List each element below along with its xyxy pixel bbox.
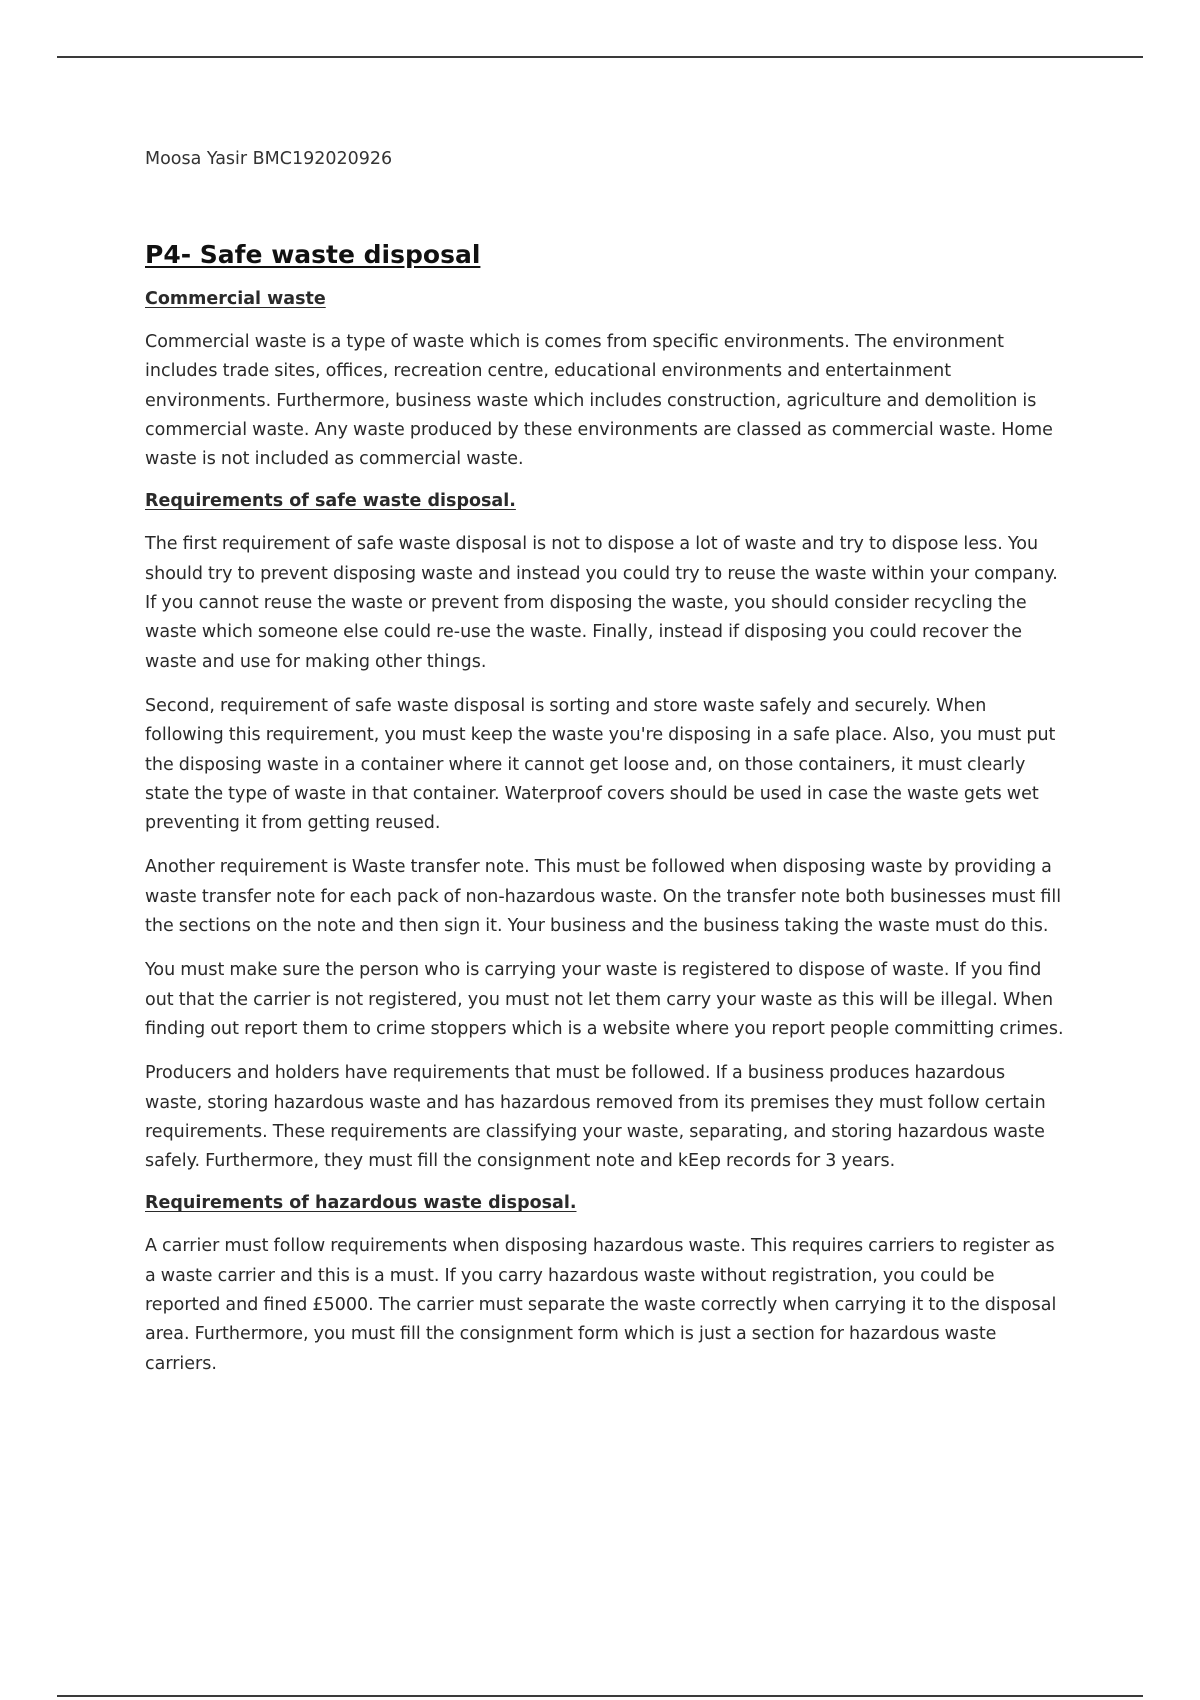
author-line: Moosa Yasir BMC192020926 — [145, 149, 393, 169]
paragraph: Another requirement is Waste transfer note. This must be followed when disposing waste by providing a waste transfer note for each pack of non-hazardous waste. On the transfer note both businesses must fill the sections on the note and then sign it. Your business and the business taking the waste must do this. — [145, 857, 1062, 937]
paragraph: Commercial waste is a type of waste which is comes from specific environments. The environment includes trade sites, offices, recreation centre, educational environments and entertainment environments. Furthermore, business waste which includes construction, agriculture and demolition is commercial waste. Any waste produced by these environments are classed as commercial waste. Home waste is not included as commercial waste. — [145, 332, 1053, 470]
footer-rule — [57, 1695, 1143, 1697]
document-title: P4- Safe waste disposal — [145, 240, 481, 269]
section-hazardous-waste-requirements — [145, 1191, 1065, 1378]
paragraph: Producers and holders have requirements that must be followed. If a business produces hazardous waste, storing hazardous waste and has hazardous removed from its premises they must follow certain requirements. These requirements are classifying your waste, separating, and storing hazardous waste safely. Furthermore, they must fill the consignment note and kEep records for 3 years. — [145, 1063, 1046, 1172]
section-heading: Commercial waste — [145, 289, 326, 309]
document-body — [145, 147, 1065, 1379]
paragraph: Second, requirement of safe waste disposal is sorting and store waste safely and securely. When following this requirement, you must keep the waste you're disposing in a safe place. Also, you must put the disposing waste in a container where it cannot get loose and, on those containers, it must clearly state the type of waste in that container. Waterproof covers should be used in case the waste gets wet preventing it from getting reused. — [145, 695, 1056, 834]
section-safe-waste-requirements — [145, 489, 1065, 1176]
section-heading: Requirements of hazardous waste disposal. — [145, 1193, 577, 1214]
header-rule — [57, 56, 1143, 58]
section-commercial-waste — [145, 287, 1065, 474]
section-heading: Requirements of safe waste disposal. — [145, 491, 516, 512]
paragraph: A carrier must follow requirements when disposing hazardous waste. This requires carriers to register as a waste carrier and this is a must. If you carry hazardous waste without registration, you could be reported and fined £5000. The carrier must separate the waste correctly when carrying it to the disposal area. Furthermore, you must fill the consignment form which is just a section for hazardous waste carriers. — [145, 1236, 1057, 1374]
paragraph: The first requirement of safe waste disposal is not to dispose a lot of waste and try to dispose less. You should try to prevent disposing waste and instead you could try to reuse the waste within your company. If you cannot reuse the waste or prevent from disposing the waste, you should consider recycling the waste which someone else could re-use the waste. Finally, instead if disposing you could recover the waste and use for making other things. — [145, 534, 1058, 672]
paragraph: You must make sure the person who is carrying your waste is registered to dispose of waste. If you find out that the carrier is not registered, you must not let them carry your waste as this will be illegal. When finding out report them to crime stoppers which is a website where you report people committing crimes. — [145, 960, 1064, 1039]
